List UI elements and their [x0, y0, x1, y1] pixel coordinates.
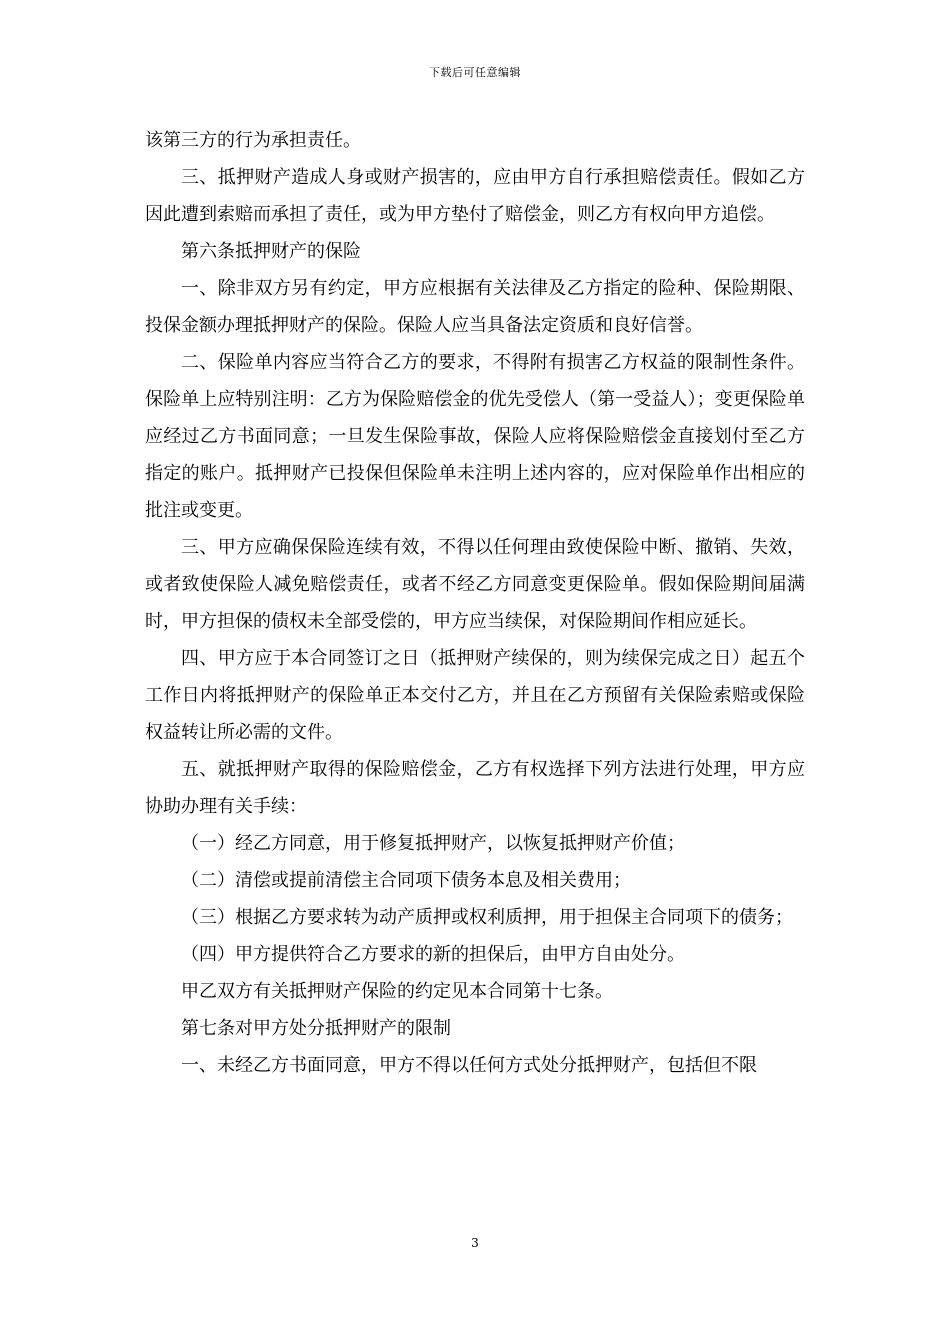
page-number: 3 — [471, 1236, 479, 1250]
paragraph: 该第三方的行为承担责任。 — [145, 130, 361, 151]
section-heading: 第六条抵押财产的保险 — [181, 241, 361, 262]
paragraph: 三、甲方应确保保险连续有效，不得以任何理由致使保险中断、撤销、失效，或者致使保险人减免赔偿责任，或者不经乙方同意变更保险单。假如保险期间届满时，甲方担保的债权未全部受偿的，甲方应当续保，对保险期间作相应延长。 — [145, 537, 805, 632]
document-body — [145, 122, 805, 1084]
paragraph: 四、甲方应于本合同签订之日（抵押财产续保的，则为续保完成之日）起五个工作日内将抵押财产的保险单正本交付乙方，并且在乙方预留有关保险索赔或保险权益转让所必需的文件。 — [145, 648, 805, 743]
paragraph: 一、除非双方另有约定，甲方应根据有关法律及乙方指定的险种、保险期限、投保金额办理抵押财产的保险。保险人应当具备法定资质和良好信誉。 — [145, 278, 805, 336]
list-item: （四）甲方提供符合乙方要求的新的担保后，由甲方自由处分。 — [181, 944, 685, 965]
list-item: （二）清偿或提前清偿主合同项下债务本息及相关费用； — [181, 870, 631, 891]
paragraph: 甲乙双方有关抵押财产保险的约定见本合同第十七条。 — [181, 981, 613, 1002]
paragraph: 三、抵押财产造成人身或财产损害的，应由甲方自行承担赔偿责任。假如乙方因此遭到索赔而承担了责任，或为甲方垫付了赔偿金，则乙方有权向甲方追偿。 — [145, 167, 805, 225]
list-item: （三）根据乙方要求转为动产质押或权利质押，用于担保主合同项下的债务； — [181, 907, 793, 928]
list-item: （一）经乙方同意，用于修复抵押财产，以恢复抵押财产价值； — [181, 833, 685, 854]
paragraph: 二、保险单内容应当符合乙方的要求，不得附有损害乙方权益的限制性条件。保险单上应特别注明：乙方为保险赔偿金的优先受偿人（第一受益人）；变更保险单应经过乙方书面同意；一旦发生保险事故，保险人应将保险赔偿金直接划付至乙方指定的账户。抵押财产已投保但保险单未注明上述内容的，应对保险单作出相应的批注或变更。 — [145, 352, 805, 521]
page-header: 下载后可任意编辑 — [429, 66, 521, 79]
paragraph: 五、就抵押财产取得的保险赔偿金，乙方有权选择下列方法进行处理，甲方应协助办理有关手续： — [145, 759, 805, 817]
paragraph: 一、未经乙方书面同意，甲方不得以任何方式处分抵押财产，包括但不限 — [181, 1055, 757, 1076]
section-heading: 第七条对甲方处分抵押财产的限制 — [181, 1018, 451, 1039]
